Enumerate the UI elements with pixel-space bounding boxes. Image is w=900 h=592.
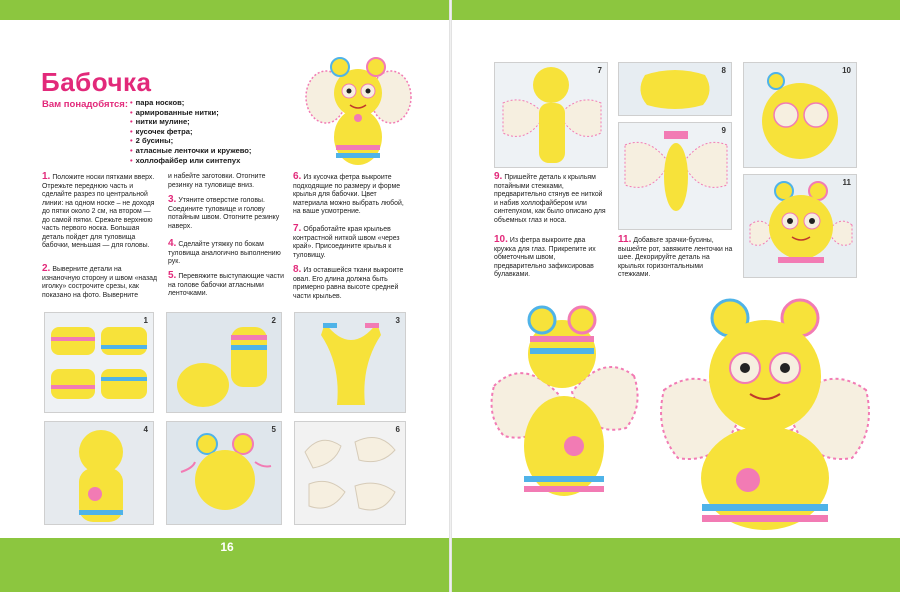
page-number: 16 [220, 540, 234, 554]
step-photo-9 [618, 122, 732, 230]
step-6: 6. Из кусочка фетра выкроите подходящие по размеру и форме крылья для бабочки. Цвет материала можно выбрать любой, на ваше усмотрение. [293, 171, 404, 215]
photo-number: 7 [597, 66, 602, 75]
hero-toy-photo-small [296, 45, 418, 169]
step-5: 5. Перевяжите выступающие части на голове бабочки атласными ленточками. [168, 270, 284, 297]
step-photo-6 [294, 421, 406, 525]
step-photo-1 [44, 312, 154, 413]
step-2: 2. Выверните детали на изнаночную сторону и швом «назад иголку» сострочите срезы, как показано на фото. Выверните [42, 263, 158, 299]
material-item: • армированные нитки; [130, 108, 251, 118]
photo-number: 8 [721, 66, 726, 75]
step-photo-3 [294, 312, 406, 413]
photo-number: 2 [271, 316, 276, 325]
material-item: • холлофайбер или синтепух [130, 156, 251, 166]
photo-number: 4 [143, 425, 148, 434]
step-8: 8. Из оставшейся ткани выкроите овал. Его длина должна быть примерно равна высоте средней части крыльев. [293, 264, 404, 300]
photo-number: 10 [842, 66, 851, 75]
step-3: 3. Утяните отверстие головы. Соедините туловище и голову потайным швом. Отогните резинку наверх. [168, 194, 280, 230]
photo-number: 1 [143, 316, 148, 325]
step-2-continued: и набейте заготовки. Отогните резинку на туловище вниз. [168, 173, 266, 189]
photo-number: 9 [721, 126, 726, 135]
materials-heading: Вам понадобятся: [42, 99, 129, 110]
step-1: 1. Положите носки пятками вверх. Отрежьте переднюю часть и сделайте разрез по центральной линии: на одном носке – не доходя до пятки около 2 см, на втором — до самой пятки. Срежьте верхнюю часть первого носка. Большая деталь пойдет для туловища бабочки, меньшая — для головы. [42, 171, 155, 249]
finished-toy-front-photo [650, 290, 880, 536]
step-4: 4. Сделайте утяжку по бокам туловища аналогично выполнению рук. [168, 238, 281, 265]
step-7: 7. Обработайте края крыльев контрастной ниткой швом «через край». Присоедините крылья к туловищу. [293, 223, 400, 259]
photo-number: 5 [271, 425, 276, 434]
step-photo-2 [166, 312, 282, 413]
step-photo-5 [166, 421, 282, 525]
step-9: 9. Пришейте деталь к крыльям потайными стежками, предварительно стянув ее ниткой и набив холлофайбером или синтепухом, как было описано для объемных глаз и носа. [494, 171, 606, 224]
step-photo-4 [44, 421, 154, 525]
material-item: • нитки мулине; [130, 117, 251, 127]
materials-list [130, 98, 251, 165]
photo-number: 3 [395, 316, 400, 325]
material-item: • кусочек фетра; [130, 127, 251, 137]
step-photo-11 [743, 174, 857, 278]
step-photo-10 [743, 62, 857, 168]
step-10: 10. Из фетра выкроите два кружка для глаз. Прикрепите их обметочным швом, предварительно зафиксировав булавками. [494, 234, 596, 278]
step-photo-8 [618, 62, 732, 116]
material-item: • 2 бусины; [130, 136, 251, 146]
page-title: Бабочка [41, 67, 152, 97]
step-photo-7 [494, 62, 608, 168]
photo-number: 6 [395, 425, 400, 434]
material-item: • пара носков; [130, 98, 251, 108]
photo-number: 11 [842, 178, 851, 187]
step-11: 11. Добавьте зрачки-бусины, вышейте рот, завяжите ленточки на шее. Декорируйте деталь на крыльях горизонтальными стежками. [618, 234, 733, 278]
page-spine [449, 0, 452, 592]
material-item: • атласные ленточки и кружево; [130, 146, 251, 156]
finished-toy-back-photo [484, 296, 644, 506]
